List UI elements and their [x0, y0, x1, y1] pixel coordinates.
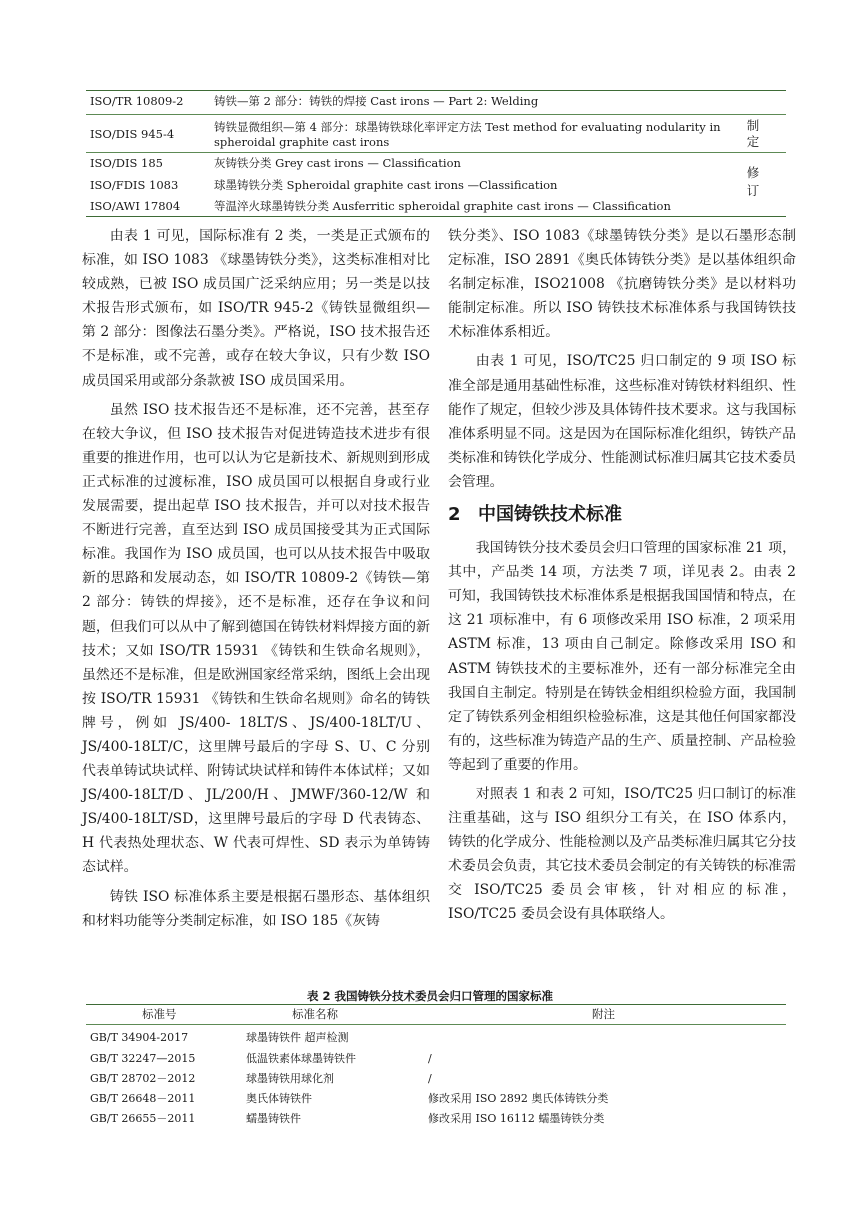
left-column	[82, 224, 430, 933]
table-2-caption: 表 2 我国铸铁分技术委员会归口管理的国家标准	[306, 989, 553, 1003]
standard-note: /	[428, 1072, 432, 1085]
paragraph: 对照表 1 和表 2 可知，ISO/TC25 归口制订的标准注重基础，这与 ISO 组织分工有关，在 ISO 体系内，铸铁的化学成分、性能检测以及产品类标准归属其它分技术委员会负责，其它技术委员会制定的有关铸铁的标准需交 ISO/TC25 委员会审核，针对相应的标准，ISO/TC25 委员会设有具体联络人。	[448, 785, 796, 923]
standard-note: /	[428, 1052, 432, 1065]
standard-title: 等温淬火球墨铸铁分类 Ausferritic spheroidal graphite cast irons — Classification	[214, 199, 671, 213]
standard-code: ISO/TR 10809-2	[90, 94, 184, 108]
standard-code: ISO/FDIS 1083	[90, 178, 179, 192]
standard-name: 球墨铸铁用球化剂	[246, 1072, 334, 1085]
standard-code: GB/T 26655－2011	[90, 1112, 196, 1125]
paragraph: 我国铸铁分技术委员会归口管理的国家标准 21 项，其中，产品类 14 项，方法类 7 项，详见表 2。由表 2 可知，我国铸铁技术标准体系是根据我国国情和特点，在这 21 项标准中，有 6 项修改采用 ISO 标准，2 项采用 ASTM 标准，13 项由自己制定。除修改采用 ISO 和 ASTM 铸铁技术的主要标准外，还有一部分标准完全由我国自主制定。特别是在铸铁金相组织检验方面，我国制定了铸铁系列金相组织检验标准，这是其他任何国家都没有的，这些标准为铸造产品的生产、质量控制、产品检验等起到了重要的作用。	[448, 540, 796, 773]
row-divider	[86, 152, 786, 153]
standard-name: 蠕墨铸铁件	[246, 1112, 301, 1125]
status-ding: 定	[746, 134, 760, 149]
standard-title: 灰铸铁分类 Grey cast irons — Classification	[214, 156, 461, 170]
standard-code: GB/T 32247—2015	[90, 1052, 196, 1065]
column-header: 标准名称	[292, 1007, 338, 1021]
table-2-top-rule	[86, 1004, 786, 1005]
status-ding: 订	[746, 183, 760, 198]
row-divider	[86, 114, 786, 115]
section-title: 中国铸铁技术标准	[478, 504, 622, 526]
section-number: 2	[448, 504, 461, 526]
right-column	[448, 224, 796, 927]
paragraph: 铁分类》、ISO 1083《球墨铸铁分类》是以石墨形态制定标准，ISO 2891《奥氏体铸铁分类》是以基体组织命名制定标准，ISO21008 《抗磨铸铁分类》是以材料功能制定标准。所以 ISO 铸铁技术标准体系与我国铸铁技术标准体系相近。	[448, 228, 796, 341]
standard-code: GB/T 26648－2011	[90, 1092, 196, 1105]
status-zhi: 制	[746, 118, 760, 133]
standard-title: 铸铁显微组织—第 4 部分：球墨铸铁球化率评定方法 Test method for evaluating nodularity in spheroidal graphite cast irons	[214, 120, 721, 149]
standard-code: GB/T 28702－2012	[90, 1072, 196, 1085]
standard-title: 铸铁—第 2 部分：铸铁的焊接 Cast irons — Part 2: Welding	[214, 94, 539, 108]
standard-title: 球墨铸铁分类 Spheroidal graphite cast irons —Classification	[214, 178, 558, 192]
section-heading	[448, 502, 796, 528]
standard-code: ISO/DIS 185	[90, 156, 163, 170]
standard-note: 修改采用 ISO 16112 蠕墨铸铁分类	[428, 1112, 605, 1125]
top-table-top-rule	[86, 90, 786, 91]
top-table-bottom-rule	[86, 216, 786, 217]
column-header: 标准号	[142, 1007, 177, 1021]
standard-name: 奥氏体铸铁件	[246, 1092, 312, 1105]
standard-code: ISO/AWI 17804	[90, 199, 181, 213]
standard-name: 低温铁素体球墨铸铁件	[246, 1052, 356, 1065]
standard-name: 球墨铸铁件 超声检测	[246, 1031, 349, 1044]
paragraph: 由表 1 可见，ISO/TC25 归口制定的 9 项 ISO 标准全部是通用基础性标准，这些标准对铸铁材料组织、性能作了规定，但较少涉及具体铸件技术要求。这与我国标准体系明显不同。这是因为在国际标准化组织，铸铁产品类标准和铸铁化学成分、性能测试标准归属其它技术委员会管理。	[448, 353, 796, 490]
paragraph: 铸铁 ISO 标准体系主要是根据石墨形态、基体组织和材料功能等分类制定标准，如 ISO 185《灰铸	[82, 888, 430, 929]
standard-code: ISO/DIS 945-4	[90, 127, 175, 141]
table-2-header-rule	[86, 1024, 786, 1025]
paragraph: 由表 1 可见，国际标准有 2 类，一类是正式颁布的标准，如 ISO 1083 《球墨铸铁分类》，这类标准相对比较成熟，已被 ISO 成员国广泛采纳应用；另一类是以技术报告形式颁布，如 ISO/TR 945-2《铸铁显微组织—第 2 部分：图像法石墨分类》。严格说，ISO 技术报告还不是标准，或不完善，或存在较大争议，只有少数 ISO 成员国采用或部分条款被 ISO 成员国采用。	[82, 228, 430, 389]
paragraph: 虽然 ISO 技术报告还不是标准，还不完善，甚至存在较大争议，但 ISO 技术报告对促进铸造技术进步有很重要的推进作用，也可以认为它是新技术、新规则到形成正式标准的过渡标准，ISO 成员国可以根据自身或行业发展需要，提出起草 ISO 技术报告，并可以对技术报告不断进行完善，直至达到 ISO 成员国接受其为正式国际标准。我国作为 ISO 成员国，也可以从技术报告中吸取新的思路和发展动态，如 ISO/TR 10809-2《铸铁—第 2 部分：铸铁的焊接》，还不是标准，还存在争议和问题，但我们可以从中了解到德国在铸铁材料焊接方面的新技术；又如 ISO/TR 15931 《铸铁和生铁命名规则》，虽然还不是标准，但是欧洲国家经常采纳，图纸上会出现按 ISO/TR 15931 《铸铁和生铁命名规则》命名的铸铁牌号，例如 JS/400- 18LT/S、JS/400-18LT/U、JS/400-18LT/C，这里牌号最后的字母 S、U、C 分别代表单铸试块试样、附铸试块试样和铸件本体试样；又如 JS/400-18LT/D、JL/200/H、JMWF/360-12/W 和 JS/400-18LT/SD，这里牌号最后的字母 D 代表铸态、H 代表热处理状态、W 代表可焊性、SD 表示为单铸铸态试样。	[82, 401, 430, 876]
standard-note: 修改采用 ISO 2892 奥氏体铸铁分类	[428, 1092, 609, 1105]
status-xiu: 修	[746, 165, 760, 180]
column-header: 附注	[592, 1007, 615, 1021]
standard-code: GB/T 34904-2017	[90, 1031, 189, 1044]
